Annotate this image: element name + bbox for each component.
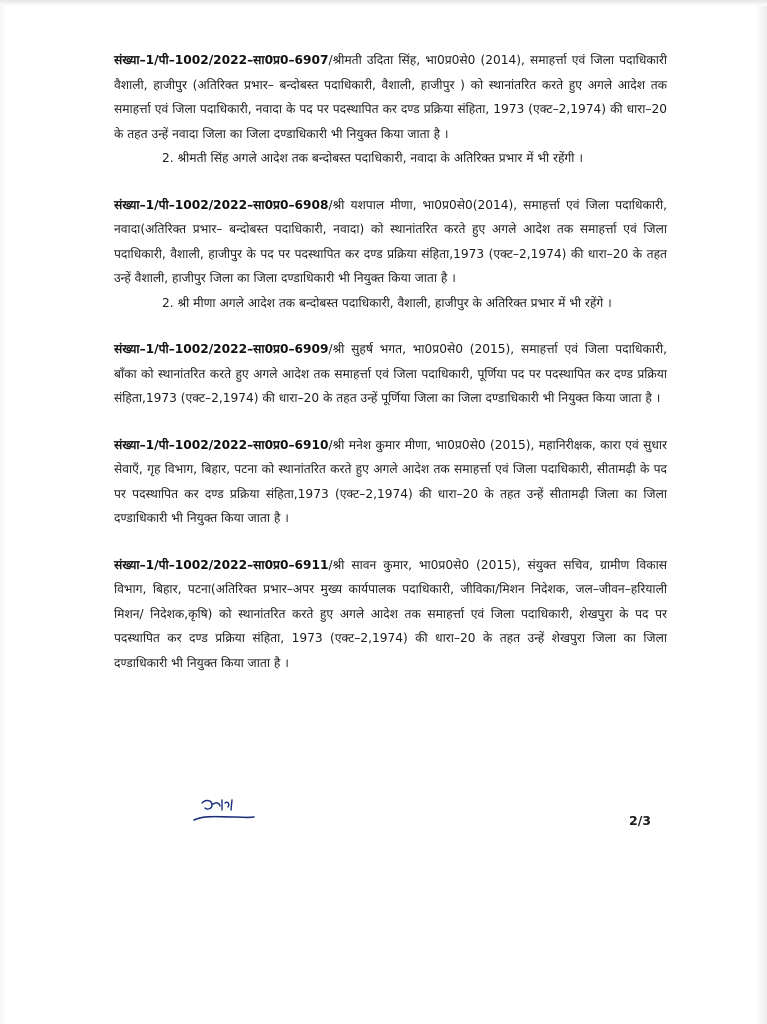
order-sub-point: 2. श्रीमती सिंह अगले आदेश तक बन्दोबस्त पदाधिकारी, नवादा के अतिरिक्त प्रभार में भी रहेंगी । [162,151,583,165]
order-sub-point: 2. श्री मीणा अगले आदेश तक बन्दोबस्त पदाधिकारी, वैशाली, हाजीपुर के अतिरिक्त प्रभार में भी रहेंगे । [162,295,612,310]
page-shadow-edge [0,0,767,6]
order-number: संख्या–1/पी–1002/2022–सा0प्र0–6907 [114,53,329,67]
order-number: संख्या–1/पी–1002/2022–सा0प्र0–6911 [114,557,329,572]
order-text: /श्रीमती उदिता सिंह, भा0प्र0से0 (2014), समाहर्त्ता एवं जिला पदाधिकारी वैशाली, हाजीपुर (अतिरिक्त प्रभार– बन्दोबस्त पदाधिकारी, वैशाली, हाजीपुर ) को स्थानांतरित करते हुए अगले आदेश तक समाहर्त्ता एवं जिला पदाधिकारी, नवादा के पद पर पदस्थापित कर दण्ड प्रक्रिया संहिता, 1973 (एक्ट–2,1974) की धारा–20 के तहत उन्हें नवादा जिला का जिला दण्डाधिकारी भी नियुक्त किया जाता है । [114,53,667,141]
order-text: /श्री सावन कुमार, भा0प्र0से0 (2015), संयुक्त सचिव, ग्रामीण विकास विभाग, बिहार, पटना(अतिरिक्त प्रभार–अपर मुख्य कार्यपालक पदाधिकारी, जीविका/मिशन निदेशक, जल–जीवन–हरियाली मिशन/ निदेशक,कृषि) को स्थानांतरित करते हुए अगले आदेश तक समाहर्त्ता एवं जिला पदाधिकारी, शेखपुरा के पद पर पदस्थापित कर दण्ड प्रक्रिया संहिता, 1973 (एक्ट–2,1974) की धारा–20 के तहत उन्हें शेखपुरा जिला का जिला दण्डाधिकारी भी नियुक्त किया जाता है । [114,557,667,670]
page-number: 2/3 [629,813,651,828]
order-paragraph-6909 [114,337,667,411]
order-paragraph-6910 [114,433,667,531]
order-text: /श्री सुहर्ष भगत, भा0प्र0से0 (2015), समाहर्त्ता एवं जिला पदाधिकारी, बाँका को स्थानांतरित करते हुए अगले आदेश तक समाहर्त्ता एवं जिला पदाधिकारी, पूर्णिया पद पर पदस्थापित कर दण्ड प्रक्रिया संहिता,1973 (एक्ट–2,1974) की धारा–20 के तहत उन्हें पूर्णिया जिला का जिला दण्डाधिकारी भी नियुक्त किया जाता है । [114,342,667,405]
order-text: /श्री यशपाल मीणा, भा0प्र0से0(2014), समाहर्त्ता एवं जिला पदाधिकारी, नवादा(अतिरिक्त प्रभार– बन्दोबस्त पदाधिकारी, नवादा) को स्थानांतरित करते हुए अगले आदेश तक समाहर्त्ता एवं जिला पदाधिकारी, वैशाली, हाजीपुर के पद पर पदस्थापित कर दण्ड प्रक्रिया संहिता,1973 (एक्ट–2,1974) की धारा–20 के तहत उन्हें वैशाली, हाजीपुर जिला का जिला दण्डाधिकारी भी नियुक्त किया जाता है । [114,197,667,285]
order-number: संख्या–1/पी–1002/2022–सा0प्र0–6910 [114,437,329,452]
order-paragraph-6908 [114,193,667,316]
order-number: संख्या–1/पी–1002/2022–सा0प्र0–6909 [114,342,329,356]
handwritten-signature [190,796,270,826]
order-paragraph-6907 [114,48,667,171]
order-text: /श्री मनेश कुमार मीणा, भा0प्र0से0 (2015), महानिरीक्षक, कारा एवं सुधार सेवाएँ, गृह विभाग, बिहार, पटना को स्थानांतरित करते हुए अगले आदेश तक समाहर्त्ता एवं जिला पदाधिकारी, सीतामढ़ी के पद पर पदस्थापित कर दण्ड प्रक्रिया संहिता,1973 (एक्ट–2,1974) की धारा–20 के तहत उन्हें सीतामढ़ी जिला का जिला दण्डाधिकारी भी नियुक्त किया जाता है । [114,437,667,525]
order-paragraph-6911 [114,553,667,676]
document-body [114,48,667,675]
order-number: संख्या–1/पी–1002/2022–सा0प्र0–6908 [114,197,329,212]
